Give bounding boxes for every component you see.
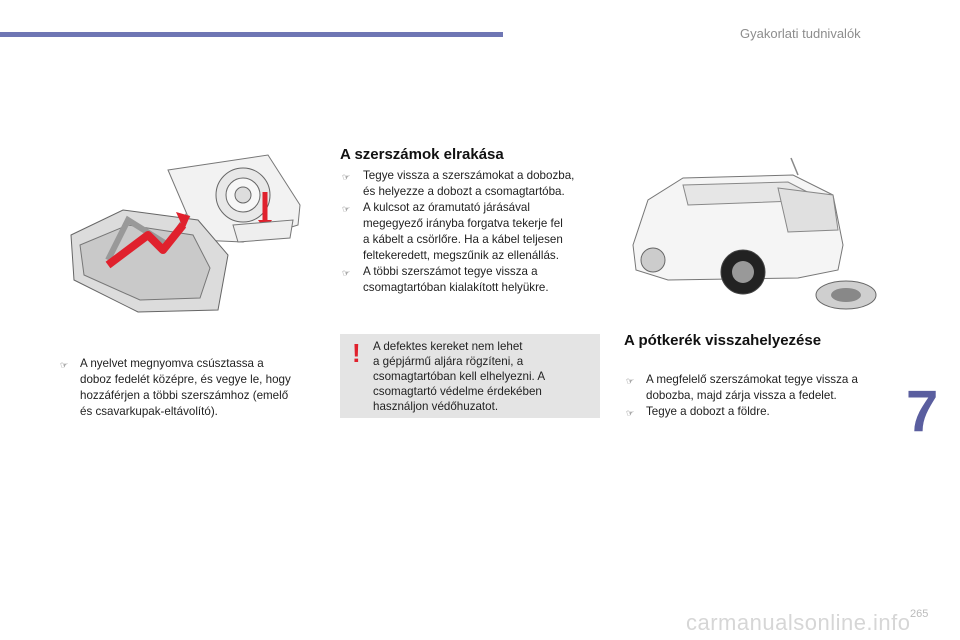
pointing-finger-icon: ☞ [626,376,635,386]
warning-line-2: a gépjármű aljára rögzíteni, a [373,355,524,368]
left-bullet-line-4: és csavarkupak-eltávolító). [80,405,218,418]
pointing-finger-icon: ☞ [342,204,351,214]
left-bullet-line-3: hozzáférjen a többi szerszámhoz (emelő [80,389,289,402]
warning-line-5: használjon védőhuzatot. [373,400,499,413]
middle-bullet-2-line-1: A kulcsot az óramutató járásával [363,201,530,214]
middle-bullet-1-line-1: Tegye vissza a szerszámokat a dobozba, [363,169,575,182]
exclamation-warning-icon: ! [352,338,361,368]
middle-bullet-2-line-3: a kábelt a csörlőre. Ha a kábel teljesen [363,233,563,246]
middle-bullet-3-line-1: A többi szerszámot tegye vissza a [363,265,538,278]
pointing-finger-icon: ☞ [626,408,635,418]
warning-note [340,334,600,418]
watermark: carmanualsonline.info [686,610,911,635]
warning-line-4: csomagtartó védelme érdekében [373,385,542,398]
toolbox-illustration [68,150,308,320]
pointing-finger-icon: ☞ [342,268,351,278]
right-bullet-1-line-1: A megfelelő szerszámokat tegye vissza a [646,373,859,386]
warning-line-3: csomagtartóban kell elhelyezni. A [373,370,546,383]
middle-bullet-2-line-4: feltekeredett, megszűnik az ellenállás. [363,249,559,262]
middle-section-title: A szerszámok elrakása [340,146,504,163]
warning-text [373,339,593,414]
car-illustration [628,150,888,320]
middle-bullet-3-line-2: csomagtartóban kialakított helyükre. [363,281,549,294]
left-bullet-line-2: doboz fedelét középre, és vegye le, hogy [80,373,291,386]
left-bullet-line-1: A nyelvet megnyomva csúsztassa a [80,357,264,370]
header-accent-bar [0,32,503,37]
pointing-finger-icon: ☞ [342,172,351,182]
middle-bullet-2-line-2: megegyező irányba forgatva tekerje fel [363,217,563,230]
right-bullet-2-line-1: Tegye a dobozt a földre. [646,405,770,418]
warning-line-1: A defektes kereket nem lehet [373,340,523,353]
right-bullet-1-line-2: dobozba, majd zárja vissza a fedelet. [646,389,837,402]
chapter-number: 7 [906,379,939,444]
page-number: 265 [910,608,929,620]
right-section-title: A pótkerék visszahelyezése [624,332,822,349]
middle-bullet-1-line-2: és helyezze a dobozt a csomagtartóba. [363,185,565,198]
pointing-finger-icon: ☞ [60,360,69,370]
section-title: Gyakorlati tudnivalók [740,26,861,41]
